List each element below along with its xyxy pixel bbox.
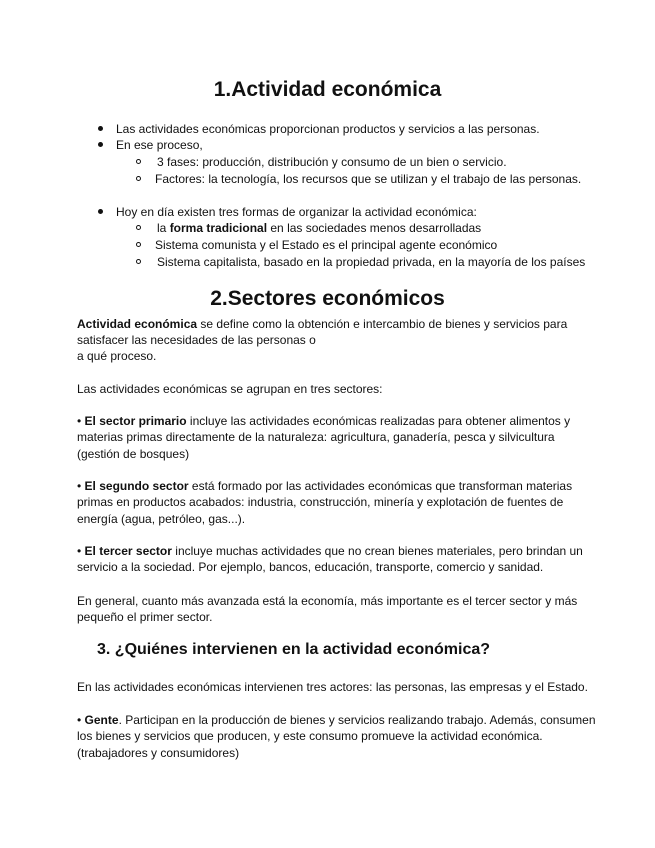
bullet-circle	[136, 159, 141, 164]
bold-term: Gente	[84, 713, 119, 727]
section2-title: 2.Sectores económicos	[210, 287, 445, 310]
bullet-circle	[136, 259, 141, 264]
sectors-conclusion: En general, cuanto más avanzada está la economía, más importante es el tercer sector y más pequeño el primer sector.	[77, 594, 578, 625]
section1-sub-bullet-1: 3 fases: producción, distribución y consumo de un bien o servicio.	[157, 155, 507, 169]
section1-sub-bullet-5: Sistema capitalista, basado en la propiedad privada, en la mayoría de los países	[157, 255, 586, 269]
text-run: incluye muchas actividades que no crean bienes materiales, pero brindan un servicio a la sociedad. Por ejemplo, bancos, educación, transporte, comercio y sanidad.	[77, 544, 583, 575]
text-run: la	[157, 221, 170, 235]
bold-term: forma tradicional	[169, 221, 268, 235]
bold-term: El sector primario	[84, 414, 187, 428]
definition-line-2: satisfacer las necesidades de las personas o	[77, 333, 316, 347]
definition-line-1	[77, 316, 567, 332]
section1-bullet-1: Las actividades económicas proporcionan productos y servicios a las personas.	[116, 122, 540, 136]
section1-sub-bullet-2: Factores: la tecnología, los recursos que se utilizan y el trabajo de las personas.	[155, 172, 582, 186]
text-run: •	[77, 544, 85, 558]
bullet-disc	[98, 209, 103, 214]
text-run: incluye las actividades económicas realizadas para obtener alimentos y materias primas directamente de la naturaleza: agricultura, ganadería, pesca y silvicultura (gestión de bosques)	[77, 414, 571, 461]
definition-line-3: a qué proceso.	[77, 349, 157, 363]
tertiary-sector-paragraph	[77, 543, 597, 576]
text-run: •	[77, 414, 85, 428]
text-run: . Participan en la producción de bienes y servicios realizando trabajo. Además, consumen los bienes y servicios que producen, y este consumo promueve la actividad económica. (trabajadores y consumidores)	[77, 713, 596, 760]
bold-term: El tercer sector	[84, 544, 172, 558]
text-run: •	[77, 713, 85, 727]
bullet-circle	[136, 225, 141, 230]
bullet-disc	[98, 126, 103, 131]
primary-sector-paragraph	[77, 413, 597, 462]
bold-term: Actividad económica	[77, 317, 198, 331]
text-run: está formado por las actividades económicas que transforman materias primas en productos acabados: industria, construcción, minería y explotación de fuentes de energía (agua, petróleo, gas...).	[77, 479, 573, 526]
bold-term: El segundo sector	[84, 479, 189, 493]
section1-sub-bullet-3	[157, 220, 481, 236]
bullet-circle	[136, 176, 141, 181]
bullet-circle	[136, 242, 141, 247]
sectors-intro: Las actividades económicas se agrupan en tres sectores:	[77, 382, 383, 396]
text-run: •	[77, 479, 85, 493]
bullet-disc	[98, 142, 103, 147]
text-run: en las sociedades menos desarrolladas	[267, 221, 482, 235]
text-run: se define como la obtención e intercambio de bienes y servicios para	[197, 317, 568, 331]
section1-title: 1.Actividad económica	[213, 78, 442, 101]
section3-title: 3. ¿Quiénes intervienen en la actividad económica?	[97, 641, 491, 658]
gente-paragraph	[77, 712, 597, 761]
actors-intro: En las actividades económicas intervienen tres actores: las personas, las empresas y el Estado.	[77, 680, 588, 694]
section1-sub-bullet-4: Sistema comunista y el Estado es el principal agente económico	[155, 238, 498, 252]
section1-bullet-2: En ese proceso,	[116, 138, 203, 152]
secondary-sector-paragraph	[77, 478, 597, 527]
section1-bullet-3: Hoy en día existen tres formas de organizar la actividad económica:	[116, 205, 477, 219]
